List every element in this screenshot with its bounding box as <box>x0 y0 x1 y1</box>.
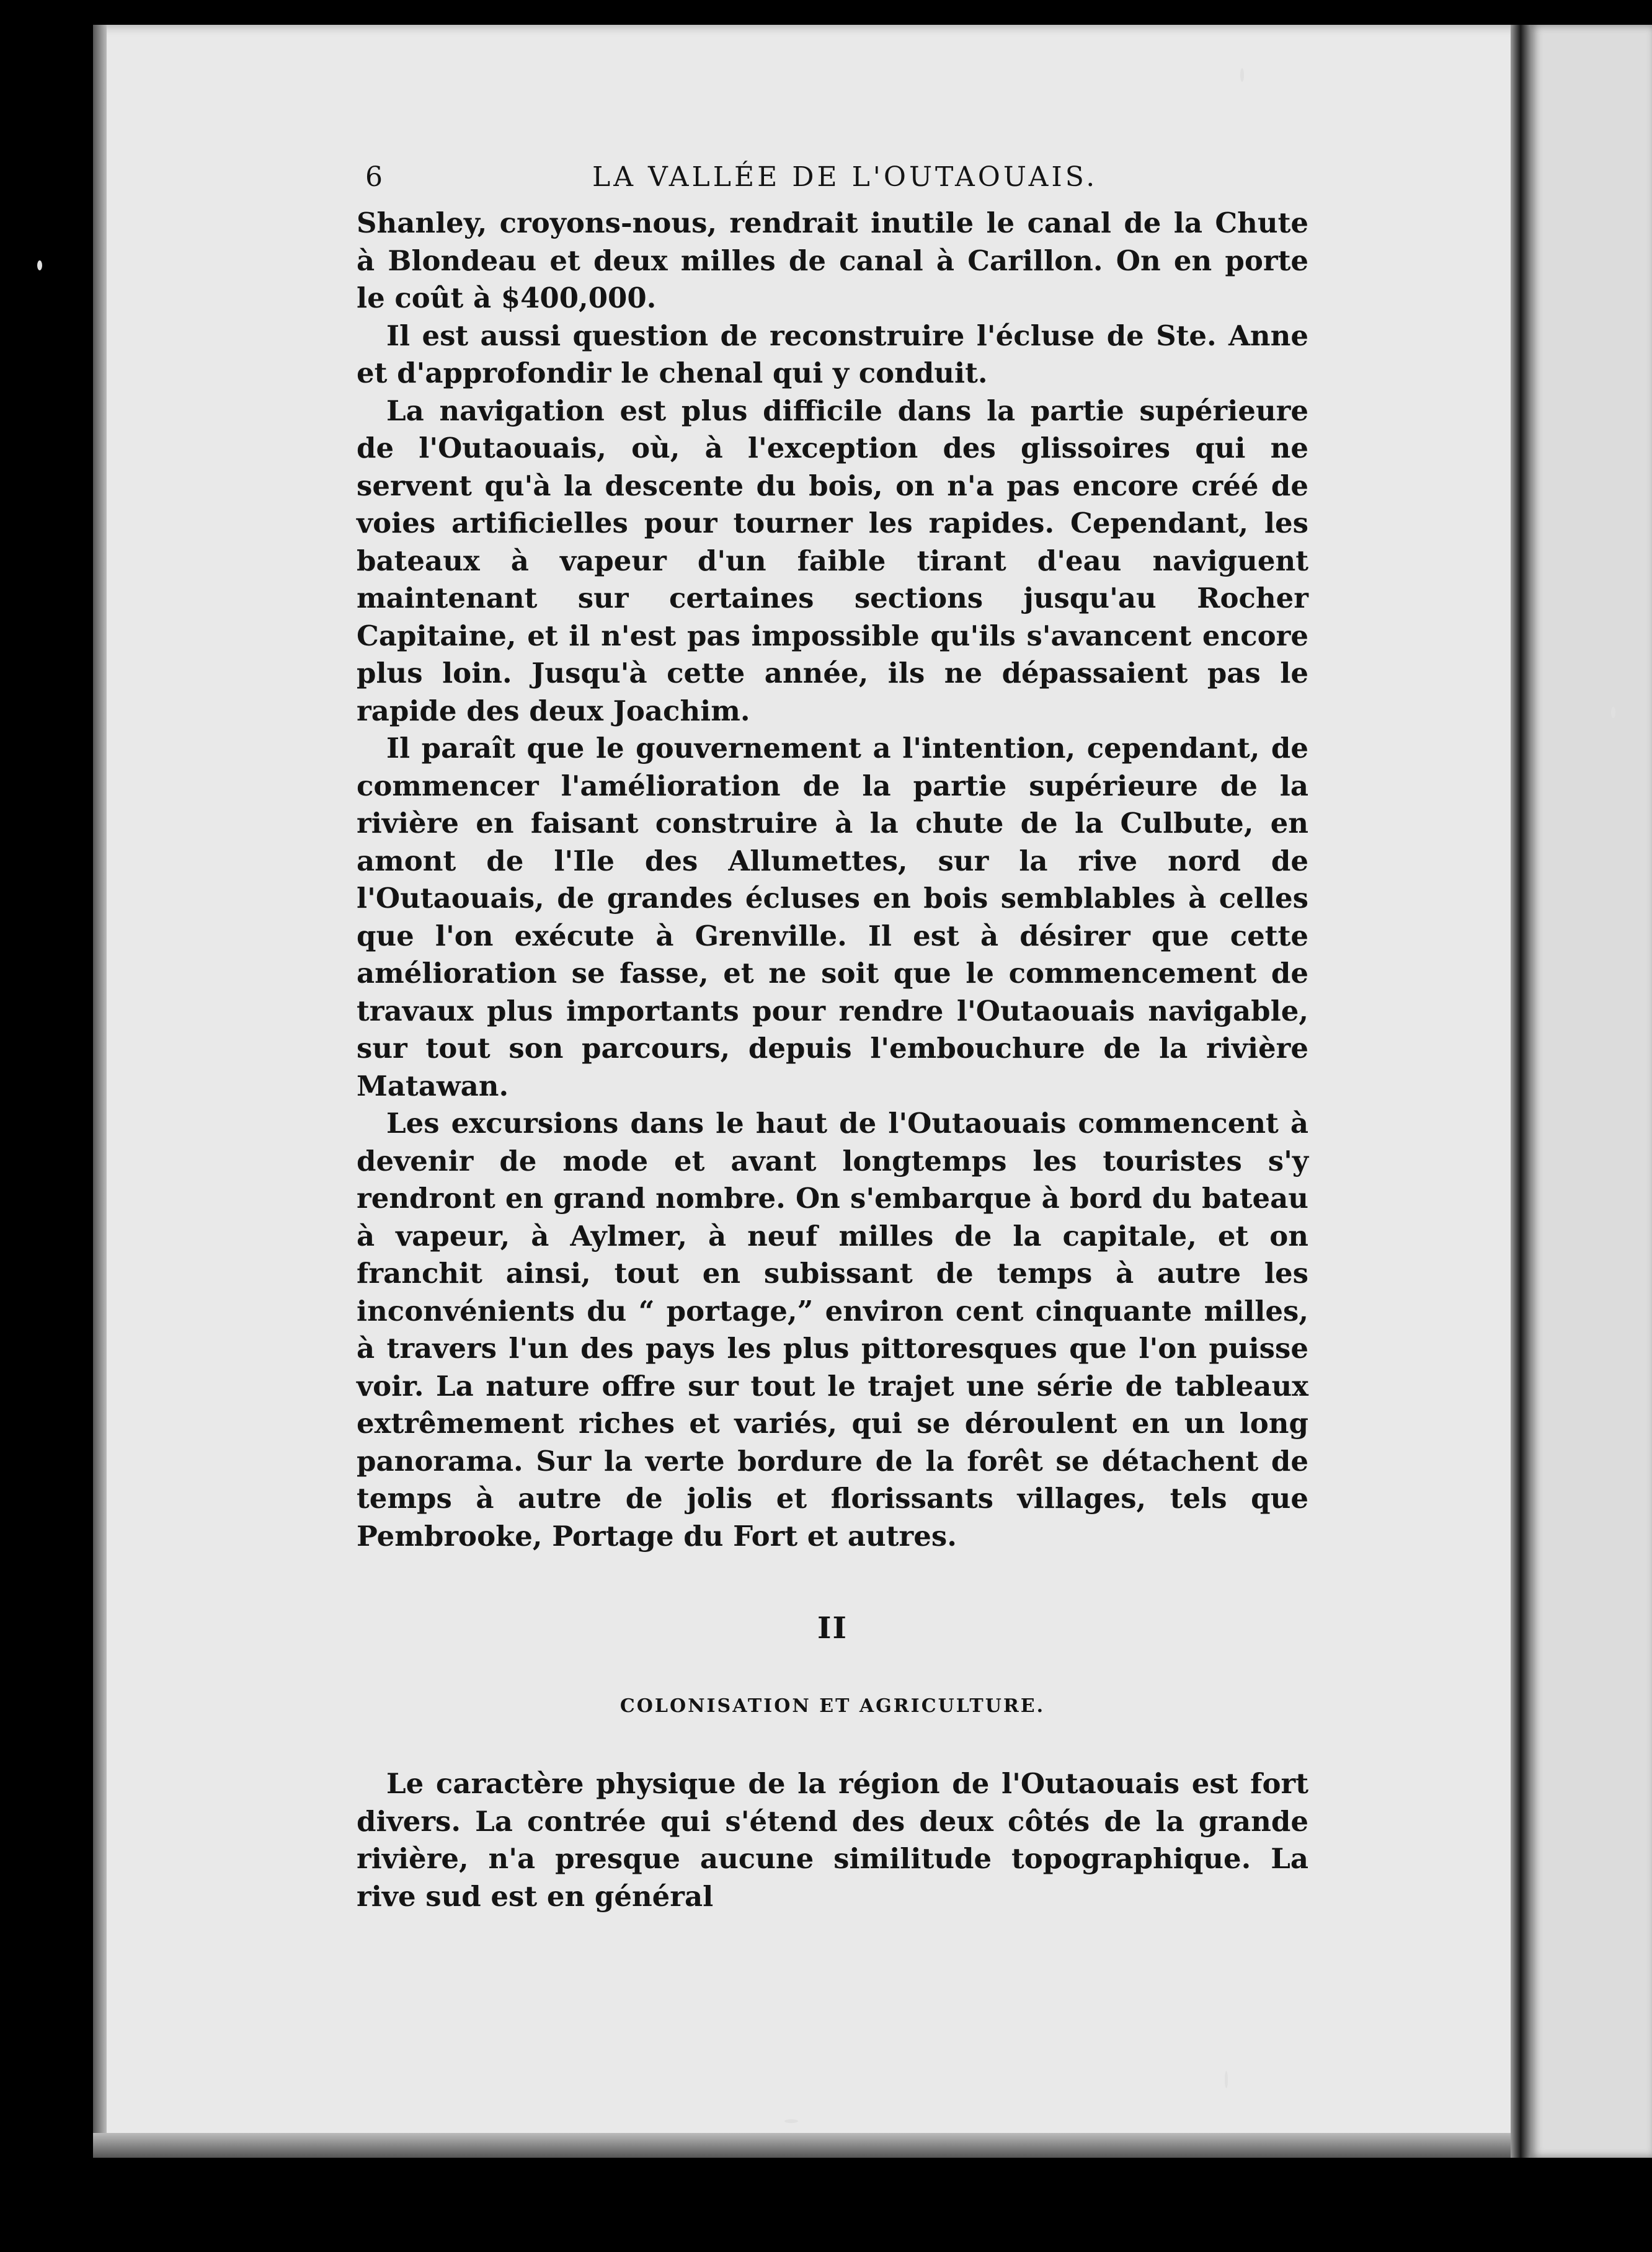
facing-page-edge <box>1530 25 1652 2158</box>
book-gutter <box>1511 25 1530 2158</box>
section-title: COLONISATION ET AGRICULTURE. <box>620 1695 1046 1717</box>
section-first-paragraph: Le caractère physique de la région de l'Outaouais est fort divers. La contrée qui s'étend des deux côtés de la grande rivière, n'a presque aucune similitude topographique. La rive sud est en général <box>357 1767 1308 1913</box>
paragraph-continued: Shanley, croyons-nous, rendrait inutile le canal de la Chute à Blondeau et deux milles de canal à Carillon. On en porte le coût à $400,000. <box>357 206 1308 314</box>
page-edge-left <box>93 25 107 2158</box>
speck <box>37 260 42 270</box>
page-number: 6 <box>365 161 384 193</box>
section-number: II <box>817 1611 848 1646</box>
paragraph: Il paraît que le gouvernement a l'intention, cependant, de commencer l'amélioration de la partie supérieure de la rivière en faisant construire à la chute de la Culbute, en amont de l'Ile des Allumettes, sur la rive nord de l'Outaouais, de grandes écluses en bois semblables à celles que l'on exécute à Grenville. Il est à désirer que cette amélioration se fasse, et ne soit que le commencement de travaux plus importants pour rendre l'Outaouais navigable, sur tout son parcours, depuis l'embouchure de la rivière Matawan. <box>357 732 1308 1102</box>
paragraph: La navigation est plus difficile dans la partie supérieure de l'Outaouais, où, à l'exception des glissoires qui ne servent qu'à la descente du bois, on n'a pas encore créé de voies artificielles pour tourner les rapides. Cependant, les bateaux à vapeur d'un faible tirant d'eau naviguent maintenant sur certaines sections jusqu'au Rocher Capitaine, et il n'est pas impossible qu'ils s'avancent encore plus loin. Jusqu'à cette année, ils ne dépassaient pas le rapide des deux Joachim. <box>357 394 1308 727</box>
running-head <box>357 155 1308 205</box>
running-title: LA VALLÉE DE L'OUTAOUAIS. <box>592 161 1098 193</box>
page-text <box>357 155 1308 1915</box>
paragraph: Les excursions dans le haut de l'Outaouais commencent à devenir de mode et avant longtemps les touristes s'y rendront en grand nombre. On s'embarque à bord du bateau à vapeur, à Aylmer, à neuf milles de la capitale, et on franchit ainsi, tout en subissant de temps à autre les inconvénients du “ portage,” environ cent cinquante milles, à travers l'un des pays les plus pittoresques que l'on puisse voir. La nature offre sur tout le trajet une série de tableaux extrêmement riches et variés, qui se déroulent en un long panorama. Sur la verte bordure de la forêt se détachent de temps à autre de jolis et florissants villages, tels que Pembrooke, Portage du Fort et autres. <box>357 1107 1308 1553</box>
speck <box>1240 68 1244 82</box>
page-edge-bottom <box>93 2133 1522 2158</box>
speck <box>1611 707 1615 718</box>
paragraph: Il est aussi question de reconstruire l'écluse de Ste. Anne et d'approfondir le chenal qui y conduit. <box>357 319 1308 389</box>
speck <box>1225 2071 1228 2088</box>
speck <box>784 2119 798 2123</box>
